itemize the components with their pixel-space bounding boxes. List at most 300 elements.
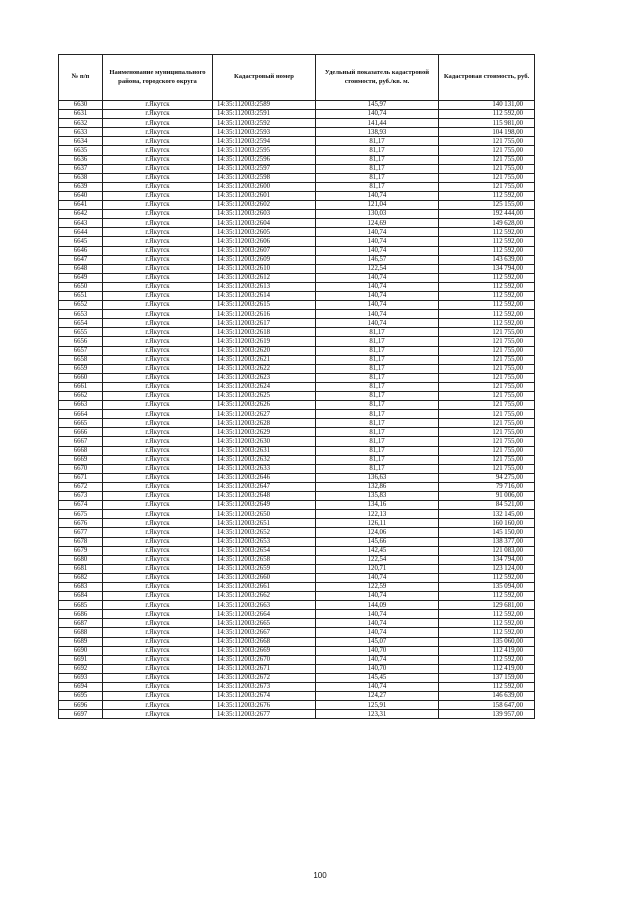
cell-num: 6675: [59, 510, 103, 519]
cell-cadastral-value: 121 755,00: [439, 137, 535, 146]
cell-district: г.Якутск: [103, 191, 213, 200]
cell-unit-value: 140,74: [316, 319, 439, 328]
cell-cadastral-number: 14:35:112003:2624: [213, 382, 316, 391]
cell-cadastral-number: 14:35:112003:2607: [213, 246, 316, 255]
cell-cadastral-number: 14:35:112003:2600: [213, 182, 316, 191]
cell-district: г.Якутск: [103, 492, 213, 501]
cell-district: г.Якутск: [103, 346, 213, 355]
cell-cadastral-number: 14:35:112003:2649: [213, 501, 316, 510]
cell-num: 6665: [59, 419, 103, 428]
cell-district: г.Якутск: [103, 201, 213, 210]
table-row: [59, 401, 535, 410]
cell-num: 6680: [59, 555, 103, 564]
cell-unit-value: 81,17: [316, 419, 439, 428]
cell-cadastral-number: 14:35:112003:2628: [213, 419, 316, 428]
cell-unit-value: 81,17: [316, 173, 439, 182]
table-row: [59, 128, 535, 137]
cell-district: г.Якутск: [103, 101, 213, 110]
cell-unit-value: 124,27: [316, 692, 439, 701]
cell-cadastral-number: 14:35:112003:2654: [213, 546, 316, 555]
cell-num: 6683: [59, 582, 103, 591]
table-row: [59, 264, 535, 273]
cell-num: 6633: [59, 128, 103, 137]
cell-unit-value: 123,31: [316, 710, 439, 719]
cell-cadastral-number: 14:35:112003:2622: [213, 364, 316, 373]
cell-cadastral-number: 14:35:112003:2648: [213, 492, 316, 501]
cell-num: 6646: [59, 246, 103, 255]
table-row: [59, 101, 535, 110]
cadastral-value-table: [58, 54, 535, 719]
cell-district: г.Якутск: [103, 546, 213, 555]
cell-num: 6667: [59, 437, 103, 446]
table-row: [59, 692, 535, 701]
cell-cadastral-number: 14:35:112003:2652: [213, 528, 316, 537]
cell-district: г.Якутск: [103, 137, 213, 146]
cell-num: 6659: [59, 364, 103, 373]
cell-cadastral-number: 14:35:112003:2662: [213, 592, 316, 601]
cell-num: 6651: [59, 291, 103, 300]
cell-district: г.Якутск: [103, 128, 213, 137]
cell-cadastral-number: 14:35:112003:2589: [213, 101, 316, 110]
table-row: [59, 437, 535, 446]
cell-unit-value: 140,74: [316, 655, 439, 664]
cell-num: 6677: [59, 528, 103, 537]
cell-unit-value: 81,17: [316, 355, 439, 364]
cell-num: 6661: [59, 382, 103, 391]
cell-unit-value: 120,71: [316, 564, 439, 573]
cell-num: 6693: [59, 673, 103, 682]
cell-cadastral-number: 14:35:112003:2601: [213, 191, 316, 200]
cell-district: г.Якутск: [103, 382, 213, 391]
table-row: [59, 446, 535, 455]
cell-district: г.Якутск: [103, 619, 213, 628]
cell-cadastral-number: 14:35:112003:2610: [213, 264, 316, 273]
cell-unit-value: 81,17: [316, 373, 439, 382]
cell-cadastral-value: 79 716,00: [439, 482, 535, 491]
cell-district: г.Якутск: [103, 501, 213, 510]
cell-cadastral-value: 123 124,00: [439, 564, 535, 573]
table-row: [59, 337, 535, 346]
cell-cadastral-number: 14:35:112003:2627: [213, 410, 316, 419]
table-row: [59, 564, 535, 573]
cell-district: г.Якутск: [103, 555, 213, 564]
cell-cadastral-number: 14:35:112003:2664: [213, 610, 316, 619]
cell-district: г.Якутск: [103, 110, 213, 119]
cell-cadastral-value: 112 592,00: [439, 273, 535, 282]
cell-cadastral-number: 14:35:112003:2625: [213, 392, 316, 401]
table-row: [59, 319, 535, 328]
cell-unit-value: 122,54: [316, 264, 439, 273]
table-row: [59, 301, 535, 310]
cell-cadastral-value: 112 592,00: [439, 110, 535, 119]
table-row: [59, 146, 535, 155]
cell-num: 6660: [59, 373, 103, 382]
cell-district: г.Якутск: [103, 119, 213, 128]
table-row: [59, 155, 535, 164]
cell-cadastral-number: 14:35:112003:2620: [213, 346, 316, 355]
table-row: [59, 537, 535, 546]
header-cadastral-value: Кадастровая стоимость, руб.: [439, 55, 535, 101]
cell-cadastral-value: 121 755,00: [439, 428, 535, 437]
cell-cadastral-number: 14:35:112003:2663: [213, 601, 316, 610]
cell-cadastral-value: 112 592,00: [439, 655, 535, 664]
cell-cadastral-value: 121 755,00: [439, 164, 535, 173]
cell-unit-value: 140,74: [316, 110, 439, 119]
cell-district: г.Якутск: [103, 310, 213, 319]
table-row: [59, 710, 535, 719]
cell-district: г.Якутск: [103, 655, 213, 664]
cell-unit-value: 140,70: [316, 664, 439, 673]
table-row: [59, 137, 535, 146]
cell-cadastral-value: 135 060,00: [439, 637, 535, 646]
table-row: [59, 201, 535, 210]
cell-num: 6644: [59, 228, 103, 237]
table-row: [59, 164, 535, 173]
cell-num: 6639: [59, 182, 103, 191]
table-row: [59, 246, 535, 255]
cell-num: 6652: [59, 301, 103, 310]
cell-unit-value: 140,74: [316, 619, 439, 628]
cell-num: 6642: [59, 210, 103, 219]
cell-cadastral-value: 121 755,00: [439, 401, 535, 410]
cell-district: г.Якутск: [103, 592, 213, 601]
cell-num: 6630: [59, 101, 103, 110]
cell-unit-value: 124,06: [316, 528, 439, 537]
cell-cadastral-number: 14:35:112003:2621: [213, 355, 316, 364]
cell-district: г.Якутск: [103, 164, 213, 173]
cell-unit-value: 81,17: [316, 446, 439, 455]
cell-unit-value: 81,17: [316, 364, 439, 373]
cell-district: г.Якутск: [103, 182, 213, 191]
cell-cadastral-number: 14:35:112003:2594: [213, 137, 316, 146]
table-header-row: [59, 55, 535, 101]
cell-cadastral-number: 14:35:112003:2605: [213, 228, 316, 237]
table-row: [59, 310, 535, 319]
cell-num: 6640: [59, 191, 103, 200]
cell-unit-value: 81,17: [316, 410, 439, 419]
cell-num: 6663: [59, 401, 103, 410]
table-row: [59, 655, 535, 664]
cell-district: г.Якутск: [103, 564, 213, 573]
cell-cadastral-value: 121 755,00: [439, 346, 535, 355]
table-row: [59, 610, 535, 619]
cell-cadastral-value: 94 275,00: [439, 473, 535, 482]
cell-cadastral-value: 158 647,00: [439, 701, 535, 710]
cell-cadastral-value: 121 755,00: [439, 446, 535, 455]
table-row: [59, 237, 535, 246]
cell-num: 6647: [59, 255, 103, 264]
cell-district: г.Якутск: [103, 482, 213, 491]
cell-unit-value: 141,44: [316, 119, 439, 128]
cell-cadastral-number: 14:35:112003:2606: [213, 237, 316, 246]
cell-num: 6686: [59, 610, 103, 619]
cell-unit-value: 81,17: [316, 428, 439, 437]
cell-cadastral-number: 14:35:112003:2673: [213, 683, 316, 692]
cell-district: г.Якутск: [103, 210, 213, 219]
cell-unit-value: 140,74: [316, 301, 439, 310]
cell-cadastral-value: 121 755,00: [439, 382, 535, 391]
cell-num: 6634: [59, 137, 103, 146]
cell-district: г.Якутск: [103, 683, 213, 692]
table-row: [59, 355, 535, 364]
cell-num: 6650: [59, 282, 103, 291]
cell-cadastral-value: 112 592,00: [439, 683, 535, 692]
cell-cadastral-number: 14:35:112003:2617: [213, 319, 316, 328]
cell-district: г.Якутск: [103, 464, 213, 473]
table-row: [59, 582, 535, 591]
cell-num: 6671: [59, 473, 103, 482]
cell-cadastral-number: 14:35:112003:2650: [213, 510, 316, 519]
cell-cadastral-value: 121 755,00: [439, 410, 535, 419]
cell-unit-value: 140,74: [316, 291, 439, 300]
cell-unit-value: 140,74: [316, 628, 439, 637]
cell-district: г.Якутск: [103, 446, 213, 455]
cell-unit-value: 81,17: [316, 137, 439, 146]
cell-unit-value: 140,74: [316, 237, 439, 246]
cell-cadastral-value: 192 444,00: [439, 210, 535, 219]
cell-num: 6632: [59, 119, 103, 128]
cell-district: г.Якутск: [103, 291, 213, 300]
cell-cadastral-number: 14:35:112003:2619: [213, 337, 316, 346]
cell-num: 6654: [59, 319, 103, 328]
cell-cadastral-value: 115 981,00: [439, 119, 535, 128]
table-row: [59, 519, 535, 528]
cell-district: г.Якутск: [103, 701, 213, 710]
cell-cadastral-value: 112 592,00: [439, 592, 535, 601]
cell-cadastral-number: 14:35:112003:2593: [213, 128, 316, 137]
cell-cadastral-value: 112 592,00: [439, 628, 535, 637]
cell-unit-value: 136,63: [316, 473, 439, 482]
cell-district: г.Якутск: [103, 473, 213, 482]
cell-cadastral-number: 14:35:112003:2661: [213, 582, 316, 591]
cell-cadastral-number: 14:35:112003:2615: [213, 301, 316, 310]
cell-num: 6653: [59, 310, 103, 319]
table-row: [59, 683, 535, 692]
cell-num: 6688: [59, 628, 103, 637]
table-row: [59, 664, 535, 673]
cell-cadastral-value: 138 377,00: [439, 537, 535, 546]
cell-district: г.Якутск: [103, 282, 213, 291]
cell-num: 6689: [59, 637, 103, 646]
cell-cadastral-number: 14:35:112003:2653: [213, 537, 316, 546]
cell-num: 6690: [59, 646, 103, 655]
table-row: [59, 392, 535, 401]
cell-district: г.Якутск: [103, 173, 213, 182]
cell-unit-value: 122,54: [316, 555, 439, 564]
cell-district: г.Якутск: [103, 146, 213, 155]
cell-cadastral-value: 121 755,00: [439, 146, 535, 155]
cell-cadastral-number: 14:35:112003:2670: [213, 655, 316, 664]
cell-district: г.Якутск: [103, 419, 213, 428]
table-row: [59, 528, 535, 537]
cell-cadastral-number: 14:35:112003:2658: [213, 555, 316, 564]
cell-cadastral-number: 14:35:112003:2626: [213, 401, 316, 410]
table-row: [59, 673, 535, 682]
cell-num: 6676: [59, 519, 103, 528]
cell-district: г.Якутск: [103, 455, 213, 464]
cell-num: 6636: [59, 155, 103, 164]
cell-unit-value: 81,17: [316, 346, 439, 355]
table-row: [59, 191, 535, 200]
cell-district: г.Якутск: [103, 273, 213, 282]
cell-num: 6662: [59, 392, 103, 401]
cell-num: 6679: [59, 546, 103, 555]
page-number: 100: [313, 871, 327, 880]
table-row: [59, 492, 535, 501]
cell-unit-value: 81,17: [316, 392, 439, 401]
cell-cadastral-value: 143 639,00: [439, 255, 535, 264]
cell-num: 6656: [59, 337, 103, 346]
cell-unit-value: 81,17: [316, 328, 439, 337]
cell-cadastral-value: 112 592,00: [439, 301, 535, 310]
cell-unit-value: 122,13: [316, 510, 439, 519]
cell-district: г.Якутск: [103, 337, 213, 346]
table-row: [59, 346, 535, 355]
cell-district: г.Якутск: [103, 673, 213, 682]
cell-cadastral-value: 121 755,00: [439, 437, 535, 446]
cell-district: г.Якутск: [103, 428, 213, 437]
cell-cadastral-number: 14:35:112003:2616: [213, 310, 316, 319]
table-row: [59, 419, 535, 428]
cell-district: г.Якутск: [103, 410, 213, 419]
cell-unit-value: 81,17: [316, 464, 439, 473]
cell-unit-value: 146,57: [316, 255, 439, 264]
cell-cadastral-number: 14:35:112003:2618: [213, 328, 316, 337]
cell-district: г.Якутск: [103, 355, 213, 364]
table-row: [59, 573, 535, 582]
cell-cadastral-value: 112 592,00: [439, 282, 535, 291]
cell-cadastral-value: 135 094,00: [439, 582, 535, 591]
table-row: [59, 373, 535, 382]
cell-cadastral-number: 14:35:112003:2595: [213, 146, 316, 155]
cell-cadastral-value: 134 794,00: [439, 264, 535, 273]
cell-cadastral-number: 14:35:112003:2623: [213, 373, 316, 382]
cell-cadastral-value: 132 145,00: [439, 510, 535, 519]
cell-district: г.Якутск: [103, 510, 213, 519]
cell-cadastral-number: 14:35:112003:2591: [213, 110, 316, 119]
cell-cadastral-value: 146 639,00: [439, 692, 535, 701]
table-row: [59, 646, 535, 655]
table-row: [59, 546, 535, 555]
cell-num: 6658: [59, 355, 103, 364]
cell-district: г.Якутск: [103, 528, 213, 537]
table-row: [59, 601, 535, 610]
table-body: [59, 101, 535, 719]
cell-district: г.Якутск: [103, 628, 213, 637]
table-row: [59, 555, 535, 564]
table-row: [59, 282, 535, 291]
cell-num: 6655: [59, 328, 103, 337]
cell-district: г.Якутск: [103, 219, 213, 228]
cell-num: 6670: [59, 464, 103, 473]
cell-unit-value: 81,17: [316, 437, 439, 446]
cell-num: 6668: [59, 446, 103, 455]
cell-cadastral-number: 14:35:112003:2677: [213, 710, 316, 719]
cell-cadastral-value: 112 592,00: [439, 228, 535, 237]
table-row: [59, 473, 535, 482]
cell-cadastral-number: 14:35:112003:2597: [213, 164, 316, 173]
cell-cadastral-value: 91 006,00: [439, 492, 535, 501]
cell-cadastral-value: 140 131,00: [439, 101, 535, 110]
cell-cadastral-number: 14:35:112003:2674: [213, 692, 316, 701]
cell-cadastral-value: 112 592,00: [439, 573, 535, 582]
cell-cadastral-value: 139 957,00: [439, 710, 535, 719]
cell-unit-value: 140,74: [316, 273, 439, 282]
table-row: [59, 119, 535, 128]
cell-district: г.Якутск: [103, 710, 213, 719]
cell-unit-value: 81,17: [316, 455, 439, 464]
cell-unit-value: 81,17: [316, 337, 439, 346]
table-row: [59, 255, 535, 264]
cell-unit-value: 145,45: [316, 673, 439, 682]
table-row: [59, 482, 535, 491]
cell-cadastral-number: 14:35:112003:2646: [213, 473, 316, 482]
cell-unit-value: 124,69: [316, 219, 439, 228]
cell-cadastral-value: 112 592,00: [439, 237, 535, 246]
cell-cadastral-value: 121 083,00: [439, 546, 535, 555]
cell-cadastral-number: 14:35:112003:2660: [213, 573, 316, 582]
cell-cadastral-value: 112 592,00: [439, 246, 535, 255]
cell-num: 6645: [59, 237, 103, 246]
cell-num: 6631: [59, 110, 103, 119]
cell-cadastral-number: 14:35:112003:2676: [213, 701, 316, 710]
cell-cadastral-number: 14:35:112003:2669: [213, 646, 316, 655]
table-row: [59, 173, 535, 182]
cell-unit-value: 125,91: [316, 701, 439, 710]
cell-district: г.Якутск: [103, 228, 213, 237]
cell-cadastral-value: 137 159,00: [439, 673, 535, 682]
cell-unit-value: 145,07: [316, 637, 439, 646]
cell-cadastral-number: 14:35:112003:2667: [213, 628, 316, 637]
cell-unit-value: 132,86: [316, 482, 439, 491]
cell-cadastral-number: 14:35:112003:2659: [213, 564, 316, 573]
cell-cadastral-number: 14:35:112003:2602: [213, 201, 316, 210]
header-cadastral-number: Кадастровый номер: [213, 55, 316, 101]
cell-cadastral-number: 14:35:112003:2668: [213, 637, 316, 646]
cell-cadastral-value: 121 755,00: [439, 392, 535, 401]
cell-cadastral-number: 14:35:112003:2647: [213, 482, 316, 491]
table-row: [59, 701, 535, 710]
cell-cadastral-value: 112 592,00: [439, 319, 535, 328]
cell-num: 6691: [59, 655, 103, 664]
cell-cadastral-value: 121 755,00: [439, 373, 535, 382]
cell-cadastral-value: 121 755,00: [439, 337, 535, 346]
cell-district: г.Якутск: [103, 610, 213, 619]
cell-num: 6672: [59, 482, 103, 491]
cell-unit-value: 81,17: [316, 155, 439, 164]
cell-num: 6695: [59, 692, 103, 701]
table-row: [59, 291, 535, 300]
cell-cadastral-number: 14:35:112003:2629: [213, 428, 316, 437]
cell-cadastral-value: 129 681,00: [439, 601, 535, 610]
cell-cadastral-number: 14:35:112003:2630: [213, 437, 316, 446]
cell-cadastral-number: 14:35:112003:2632: [213, 455, 316, 464]
cell-district: г.Якутск: [103, 601, 213, 610]
cell-district: г.Якутск: [103, 319, 213, 328]
cell-unit-value: 140,74: [316, 228, 439, 237]
document-page: [58, 54, 534, 719]
cell-district: г.Якутск: [103, 537, 213, 546]
table-row: [59, 382, 535, 391]
cell-cadastral-value: 121 755,00: [439, 455, 535, 464]
cell-cadastral-number: 14:35:112003:2614: [213, 291, 316, 300]
cell-num: 6697: [59, 710, 103, 719]
cell-num: 6684: [59, 592, 103, 601]
cell-cadastral-value: 149 628,00: [439, 219, 535, 228]
cell-num: 6664: [59, 410, 103, 419]
cell-num: 6666: [59, 428, 103, 437]
header-district: Наименование муниципального района, городского округа: [103, 55, 213, 101]
